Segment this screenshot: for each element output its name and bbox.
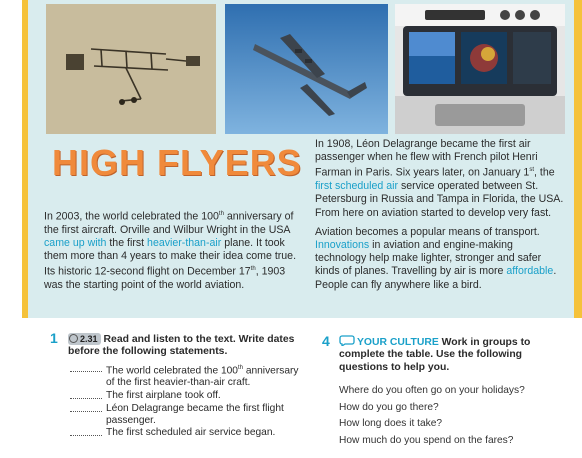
- statement-text: The first scheduled air service began.: [106, 427, 276, 439]
- text-run: In 2003, the world celebrated the 100: [44, 210, 219, 223]
- highlighted-term: came up with: [44, 236, 107, 249]
- cd-icon: [69, 334, 78, 343]
- list-item: Where do you often go on your holidays?: [339, 385, 525, 396]
- paragraph-aviation-today: [315, 226, 567, 292]
- exercise-4-number: 4: [322, 333, 330, 349]
- left-paragraph: [44, 208, 306, 292]
- exercise-1-number: 1: [50, 330, 58, 346]
- exercise-4-instruction: [339, 335, 569, 374]
- date-blank[interactable]: [70, 363, 102, 372]
- statement-text: The world celebrated the 100th anniversary of the first heavier-than-air craft.: [106, 365, 299, 389]
- photo-cockpit: [395, 4, 565, 134]
- list-item: How do you go there?: [339, 401, 439, 413]
- exercise-4-text: Work in groups to complete the table. Use the following questions to help you.: [339, 337, 531, 373]
- text-run: the first: [106, 236, 148, 249]
- speech-bubble-icon: [339, 335, 355, 346]
- text-run: service operated between St. Petersburg in Russia and Tampa in Florida, the USA. From here on aviation started to develop very fast.: [315, 180, 564, 219]
- text-run: th: [218, 211, 224, 217]
- list-item: [70, 390, 300, 402]
- statement-text: The first airplane took off.: [106, 389, 221, 401]
- divider: [0, 318, 582, 320]
- text-run: . People can fly anywhere like a bird.: [315, 265, 557, 291]
- highlighted-term: affordable: [506, 265, 554, 278]
- text-run: plane. It took them more than 4 years to make their idea come true. Its historic 12-second flight on December 17: [44, 236, 297, 278]
- statement-text: Léon Delagrange became the first flight passenger.: [106, 402, 284, 426]
- list-item: How much do you spend on the fares?: [339, 434, 514, 446]
- statement-list: [70, 363, 300, 440]
- highlighted-term: Innovations: [315, 238, 370, 251]
- photo-early-biplane: [46, 4, 216, 134]
- date-blank[interactable]: [70, 427, 102, 436]
- list-item: [70, 403, 300, 427]
- audio-track-badge[interactable]: [68, 333, 101, 345]
- highlighted-term: first scheduled air: [315, 180, 399, 193]
- date-blank[interactable]: [70, 390, 102, 399]
- photo-jet-plane: [225, 4, 388, 134]
- text-run: st: [529, 167, 534, 174]
- panel-edge: [574, 0, 582, 318]
- article-title: HIGH FLYERS: [52, 142, 302, 183]
- list-item: [70, 427, 300, 439]
- exercise-1-instruction: [68, 333, 298, 359]
- list-item: How long does it take?: [339, 418, 443, 429]
- question-list: [339, 383, 525, 449]
- exercise-1-text: Read and listen to the text. Write dates before the following statements.: [68, 334, 295, 358]
- text-run: Aviation becomes a popular means of transport.: [315, 225, 540, 238]
- date-blank[interactable]: [70, 403, 102, 412]
- list-item: [70, 363, 300, 389]
- text-run: , the: [534, 166, 555, 179]
- highlighted-term: heavier-than-air: [147, 236, 222, 249]
- text-run: anniversary of the first aircraft. Orville and Wilbur Wright in the USA: [44, 210, 294, 236]
- text-run: , 1903 was the starting point of the world aviation.: [44, 265, 286, 292]
- text-run: In 1908, Léon Delagrange became the first air passenger when he flew with French pilot Henri Farman in Paris. Six years later, on January 1: [315, 138, 538, 179]
- paragraph-delagrange: [315, 138, 567, 220]
- paragraph-wright-brothers: [44, 208, 306, 292]
- right-column: [315, 138, 567, 292]
- your-culture-label: YOUR CULTURE: [357, 337, 439, 348]
- text-run: th: [250, 266, 256, 273]
- text-run: in aviation and engine-making technology help make lighter, stronger and safer kinds of planes. Travelling by air is more: [315, 238, 542, 278]
- audio-track-number: 2.31: [80, 334, 98, 344]
